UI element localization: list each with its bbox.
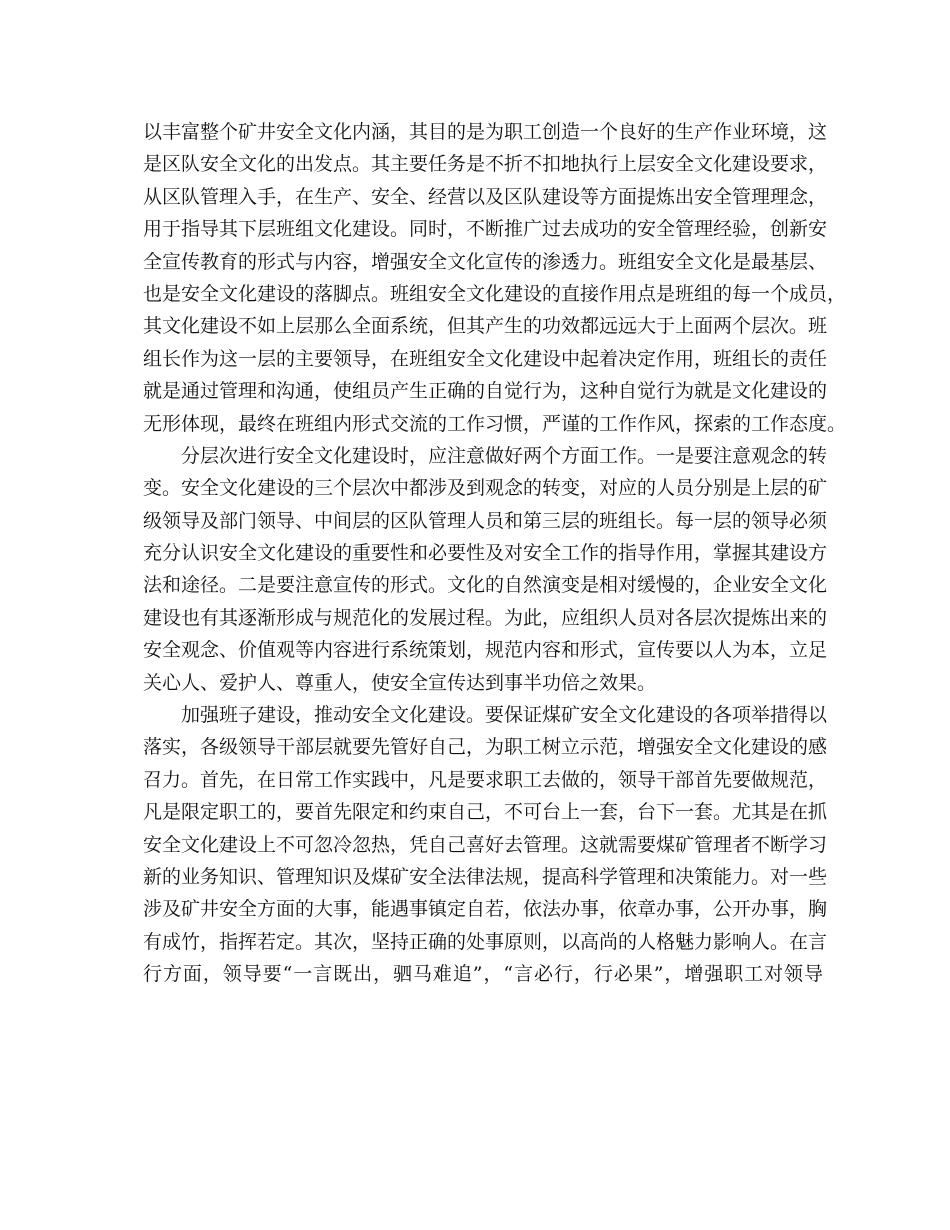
text-line: 关心人、爱护人、尊重人，使安全宣传达到事半功倍之效果。 (143, 671, 657, 694)
text-line: 变。安全文化建设的三个层次中都涉及到观念的转变，对应的人员分别是上层的矿 (143, 477, 828, 500)
text-line: 行方面，领导要“一言既出，驷马难追”，“言必行，行必果”，增强职工对领导 (143, 963, 823, 986)
text-line: 级领导及部门领导、中间层的区队管理人员和第三层的班组长。每一层的领导必须 (143, 509, 828, 532)
text-line: 也是安全文化建设的落脚点。班组安全文化建设的直接作用点是班组的每一个成员， (143, 282, 847, 305)
text-line: 充分认识安全文化建设的重要性和必要性及对安全工作的指导作用，掌握其建设方 (143, 542, 828, 565)
text-line: 凡是限定职工的，要首先限定和约束自己，不可台上一套，台下一套。尤其是在抓 (143, 801, 828, 824)
text-line: 落实，各级领导干部层就要先管好自己，为职工树立示范，增强安全文化建设的感 (143, 736, 828, 759)
text-line: 从区队管理入手，在生产、安全、经营以及区队建设等方面提炼出安全管理理念， (143, 185, 828, 208)
text-line: 安全观念、价值观等内容进行系统策划，规范内容和形式，宣传要以人为本，立足 (143, 639, 828, 662)
text-line: 新的业务知识、管理知识及煤矿安全法律法规，提高科学管理和决策能力。对一些 (143, 865, 828, 888)
text-line: 涉及矿井安全方面的大事，能遇事镇定自若，依法办事，依章办事，公开办事，胸 (143, 898, 828, 921)
text-line: 建设也有其逐渐形成与规范化的发展过程。为此，应组织人员对各层次提炼出来的 (143, 606, 828, 629)
text-line: 分层次进行安全文化建设时，应注意做好两个方面工作。一是要注意观念的转 (181, 444, 828, 467)
text-line: 安全文化建设上不可忽冷忽热，凭自己喜好去管理。这就需要煤矿管理者不断学习 (143, 833, 828, 856)
text-line: 召力。首先，在日常工作实践中，凡是要求职工去做的，领导干部首先要做规范， (143, 768, 828, 791)
text-line: 加强班子建设，推动安全文化建设。要保证煤矿安全文化建设的各项举措得以 (181, 704, 828, 727)
paragraph-2 (143, 440, 828, 699)
paragraph-3 (143, 699, 828, 991)
text-line: 有成竹，指挥若定。其次，坚持正确的处事原则，以高尚的人格魅力影响人。在言 (143, 930, 828, 953)
text-line: 以丰富整个矿井安全文化内涵，其目的是为职工创造一个良好的生产作业环境，这 (143, 121, 828, 143)
text-line: 用于指导其下层班组文化建设。同时，不断推广过去成功的安全管理经验，创新安 (143, 218, 828, 241)
text-line: 无形体现，最终在班组内形式交流的工作习惯，严谨的工作作风，探索的工作态度。 (143, 412, 847, 435)
text-line: 是区队安全文化的出发点。其主要任务是不折不扣地执行上层安全文化建设要求， (143, 153, 828, 176)
text-line: 全宣传教育的形式与内容，增强安全文化宣传的渗透力。班组安全文化是最基层、 (143, 250, 828, 273)
text-line: 就是通过管理和沟通，使组员产生正确的自觉行为，这种自觉行为就是文化建设的 (143, 380, 828, 403)
text-line: 组长作为这一层的主要领导，在班组安全文化建设中起着决定作用，班组长的责任 (143, 347, 828, 370)
text-line: 其文化建设不如上层那么全面系统，但其产生的功效都远远大于上面两个层次。班 (143, 315, 828, 338)
body-text (143, 116, 847, 991)
text-line: 法和途径。二是要注意宣传的形式。文化的自然演变是相对缓慢的，企业安全文化 (143, 574, 828, 597)
paragraph-1 (143, 116, 847, 440)
